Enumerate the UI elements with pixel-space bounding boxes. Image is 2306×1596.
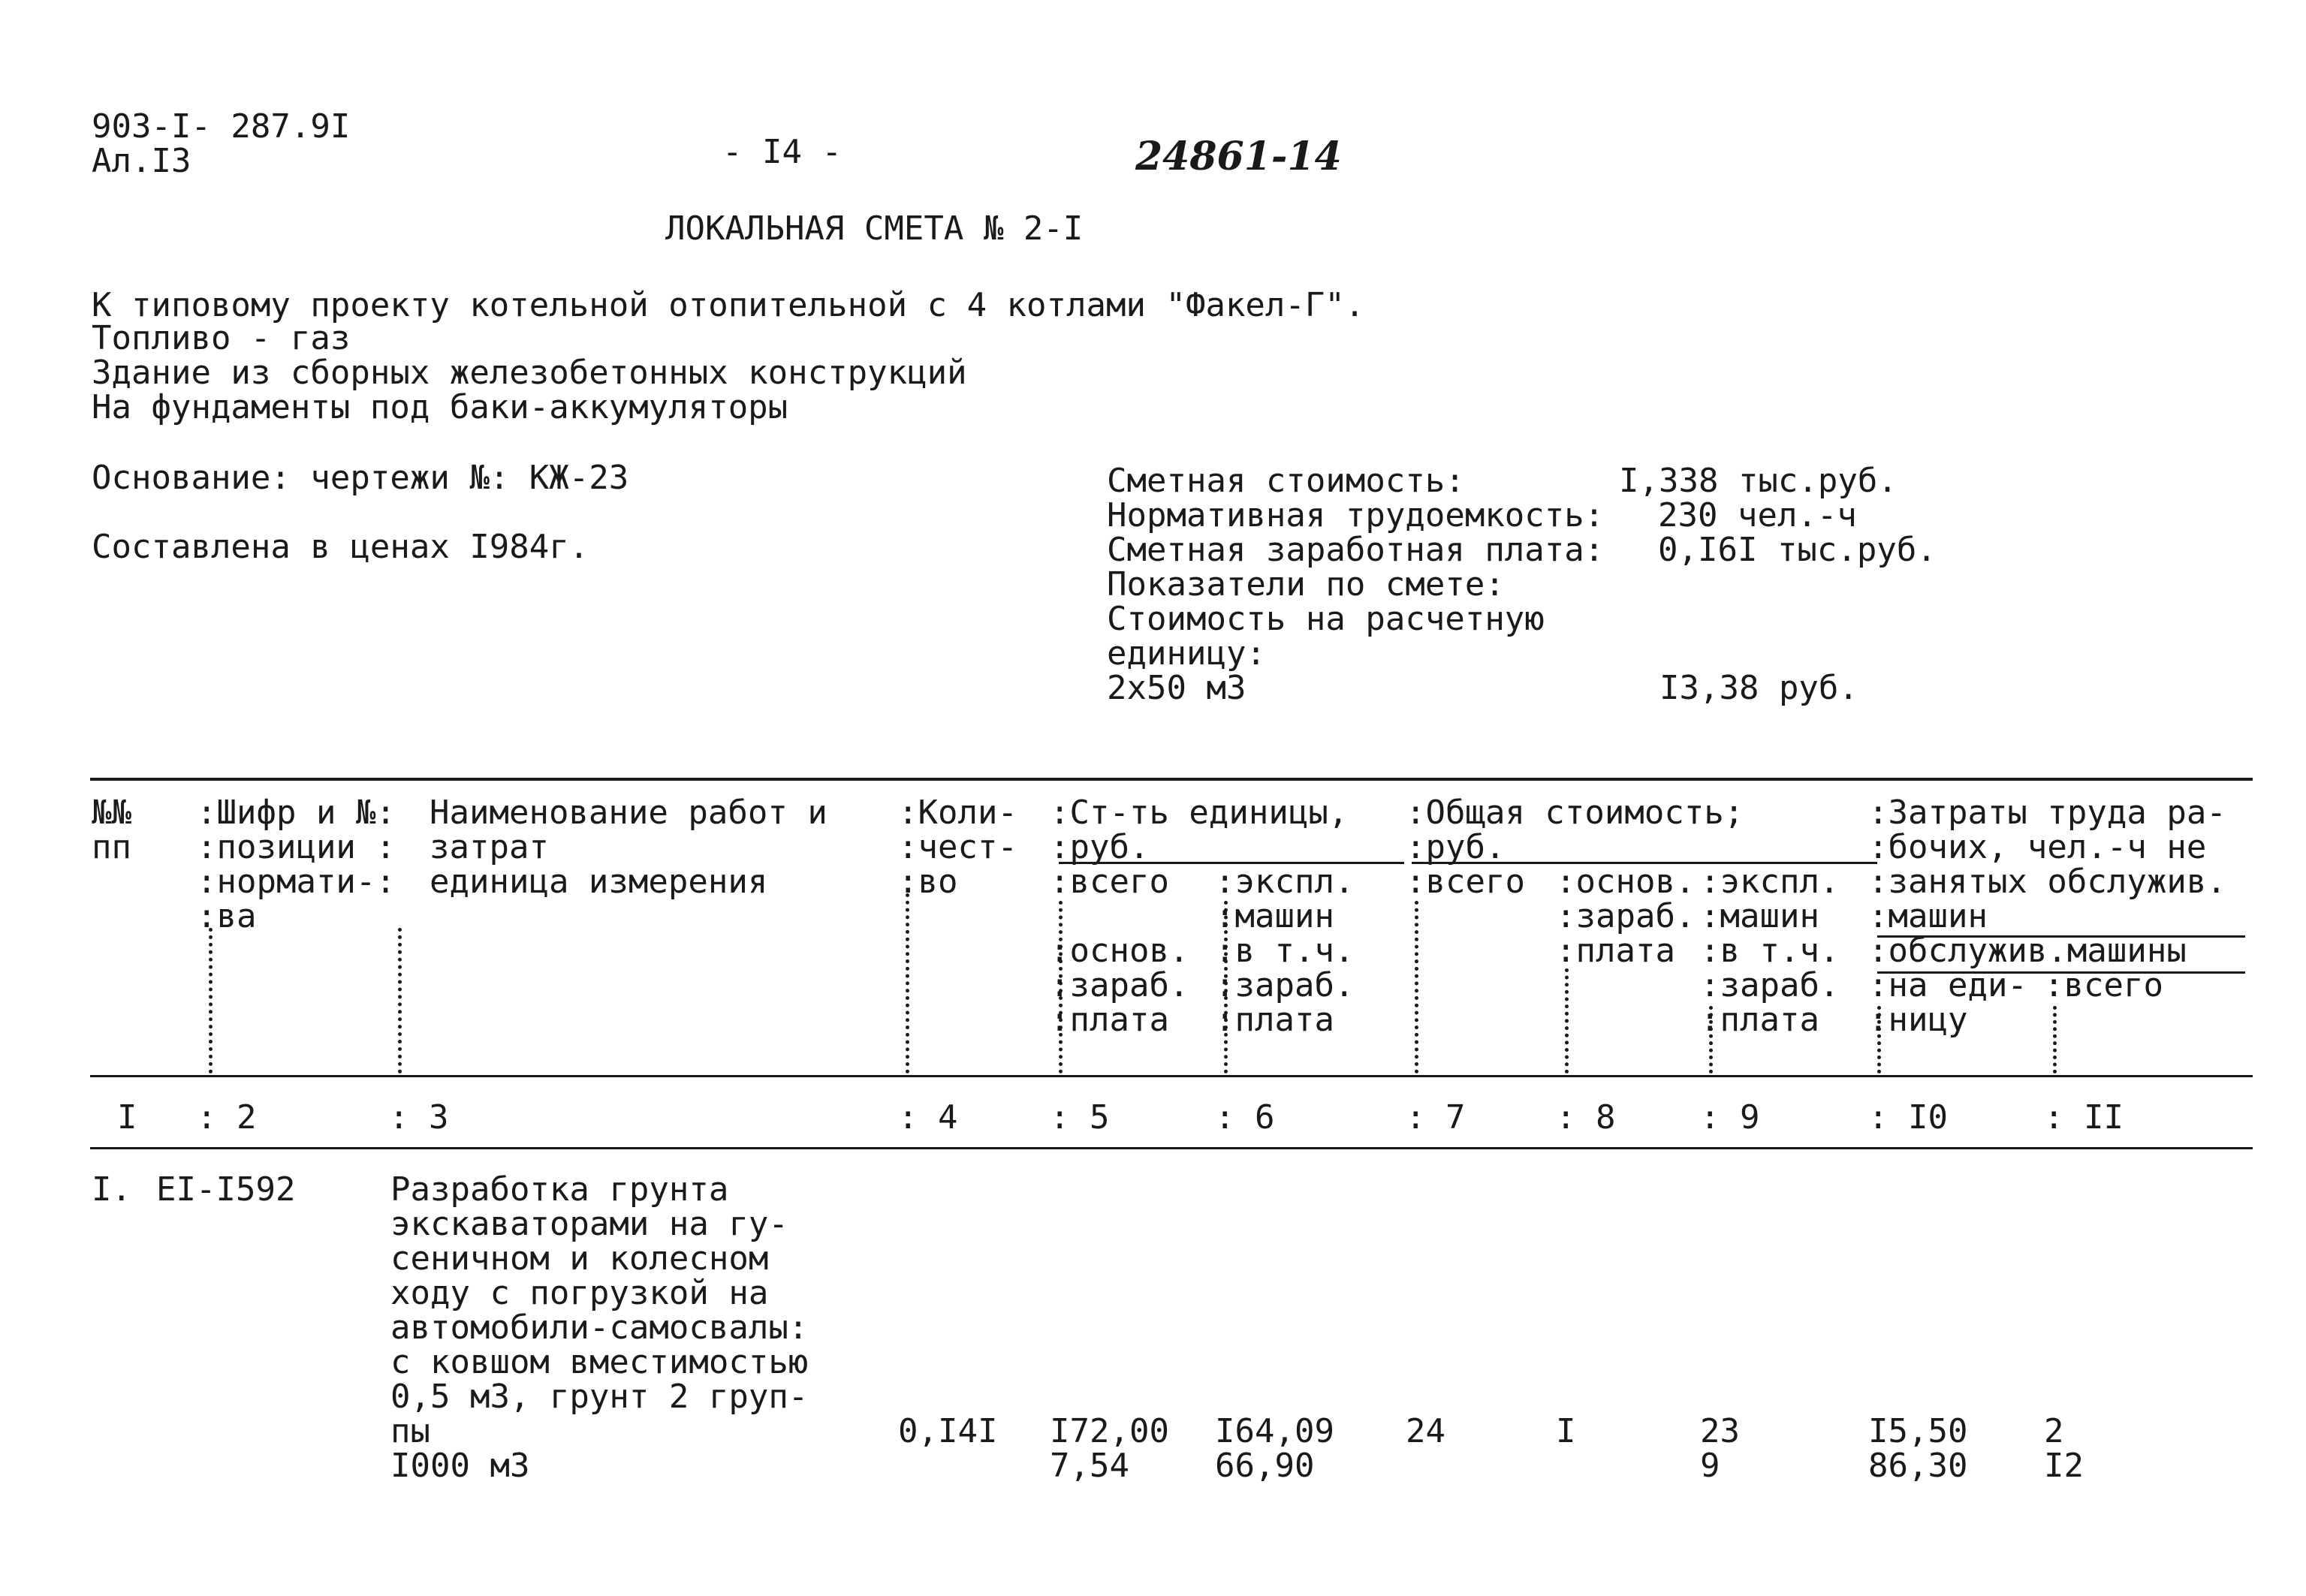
row-unit: I000 м3 <box>390 1447 530 1485</box>
row-work-name: Разработка грунта экскаваторами на гу- сеничном и колесном ходу с погрузкой на автомобили-самосвалы: с ковшом вместимостью 0,5 м3, грунт 2 груп- пы <box>390 1170 809 1450</box>
unit-label: 2х50 м3 <box>1107 669 1246 707</box>
wage-label: Сметная заработная плата: <box>1107 531 1605 569</box>
header-unit-total: :всего :основ. :зараб. :плата <box>1050 863 1189 1039</box>
document-code: 903-I- 287.9I <box>92 107 351 146</box>
column-number: : 8 <box>1556 1098 1616 1137</box>
header-name: Наименование работ и затрат единица измерения <box>430 793 827 901</box>
row-number: I. <box>92 1170 131 1209</box>
header-labor-total: :всего <box>2044 966 2163 1004</box>
cost-label: Сметная стоимость: <box>1107 462 1465 500</box>
row-labor-unit: I5,50 <box>1868 1412 1968 1450</box>
column-separator <box>209 928 213 1074</box>
row-total-machines: 23 <box>1700 1412 1740 1450</box>
basis-text: Основание: чертежи №: КЖ-23 <box>92 459 629 497</box>
row-unit-machines: I64,09 <box>1215 1412 1334 1450</box>
column-separator <box>398 928 402 1074</box>
header-labor-sub: :обслужив.машины <box>1868 932 2187 970</box>
column-number: : II <box>2044 1098 2124 1137</box>
description-line-1: К типовому проекту котельной отопительной с 4 котлами "Факел-Г". <box>92 286 1365 324</box>
unit-value: I3,38 руб. <box>1659 669 1858 707</box>
prices-text: Составлена в ценах I984г. <box>92 528 589 566</box>
column-number: : 9 <box>1700 1098 1760 1137</box>
description-line-3: Здание из сборных железобетонных конструкций <box>92 354 967 392</box>
indicators-label: Показатели по смете: <box>1107 565 1505 604</box>
header-labor-unit: :на еди- :ницу <box>1868 966 2027 1039</box>
row-total-machine-wage: 9 <box>1700 1447 1720 1485</box>
column-number: : 2 <box>197 1098 257 1137</box>
row-code: EI-I592 <box>156 1170 296 1209</box>
header-total-machines: :экспл. :машин :в т.ч. :зараб. :плата <box>1700 863 1840 1039</box>
column-separator <box>1565 968 1569 1074</box>
page-title: ЛОКАЛЬНАЯ СМЕТА № 2-I <box>665 209 1084 248</box>
wage-value: 0,I6I тыс.руб. <box>1658 531 1937 569</box>
row-unit-wage: 7,54 <box>1050 1447 1129 1485</box>
row-total: 24 <box>1406 1412 1445 1450</box>
header-unit-machines: :экспл. :машин :в т.ч. :зараб. :плата <box>1215 863 1355 1039</box>
page-number: - I4 - <box>722 133 842 171</box>
column-separator <box>1415 901 1418 1074</box>
header-total-wage: :основ. :зараб. :плата <box>1556 863 1696 970</box>
header-code: :Шифр и №: :позиции : :нормати-: :ва <box>197 793 396 935</box>
cost-value: I,338 тыс.руб. <box>1619 462 1898 500</box>
description-line-4: На фундаменты под баки-аккумуляторы <box>92 388 788 426</box>
labor-label: Нормативная трудоемкость: <box>1107 496 1605 535</box>
row-labor-total-machines: I2 <box>2044 1447 2084 1485</box>
row-unit-machine-wage: 66,90 <box>1215 1447 1315 1485</box>
row-labor-unit-machines: 86,30 <box>1868 1447 1968 1485</box>
header-total-cost-group: :Общая стоимость; :руб. <box>1406 793 1744 866</box>
header-quantity: :Коли- :чест- :во <box>898 793 1017 901</box>
column-numbers-rule <box>90 1147 2253 1149</box>
header-unit-cost-group: :Ст-ть единицы, :руб. <box>1050 793 1349 866</box>
sheet-number: Ал.I3 <box>92 142 191 180</box>
unit-cost-label-1: Стоимость на расчетную <box>1107 600 1545 638</box>
column-number: : I0 <box>1868 1098 1948 1137</box>
header-number: №№ пп <box>92 793 131 866</box>
header-bottom-rule <box>90 1075 2253 1077</box>
column-number: : 4 <box>898 1098 958 1137</box>
row-unit-total: I72,00 <box>1050 1412 1169 1450</box>
column-separator <box>906 893 909 1074</box>
table-top-rule <box>90 778 2253 781</box>
column-number: I <box>117 1098 137 1137</box>
header-labor-group: :Затраты труда ра- :бочих, чел.-ч не :занятых обслужив. :машин <box>1868 793 2226 935</box>
column-number: : 5 <box>1050 1098 1110 1137</box>
labor-value: 230 чел.-ч <box>1658 496 1857 535</box>
column-number: : 6 <box>1215 1098 1275 1137</box>
column-separator <box>2053 1006 2057 1074</box>
row-total-wage: I <box>1556 1412 1576 1450</box>
column-number: : 3 <box>389 1098 449 1137</box>
row-labor-total: 2 <box>2044 1412 2064 1450</box>
unit-cost-label-2: единицу: <box>1107 634 1266 673</box>
header-total: :всего <box>1406 863 1525 901</box>
handwritten-inventory-number: 24861-14 <box>1135 134 1342 179</box>
description-line-2: Топливо - газ <box>92 319 351 357</box>
column-number: : 7 <box>1406 1098 1466 1137</box>
row-quantity: 0,I4I <box>898 1412 998 1450</box>
